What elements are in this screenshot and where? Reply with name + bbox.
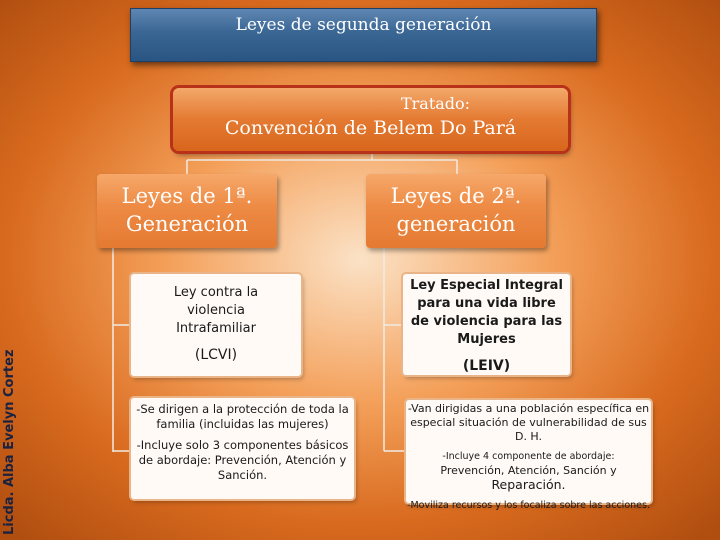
leiv-reparacion-text: Reparación. — [491, 477, 566, 492]
leiv-description-components-list — [406, 464, 651, 493]
second-generation-heading-line2: generación — [396, 212, 516, 236]
second-generation-heading-line1: Leyes de 2ª. — [390, 184, 522, 208]
tratado-name: Convención de Belem Do Pará — [224, 117, 517, 139]
leiv-description-target: -Van dirigidas a una población específica en especial situación de vulnerabilidad de sus D. H. — [407, 402, 650, 443]
lcvi-description-node — [131, 398, 354, 499]
leiv-law-line: de violencia para las — [410, 314, 563, 329]
author-credit: Licda. Alba Evelyn Cortez — [2, 349, 17, 535]
first-generation-node — [97, 174, 277, 248]
lcvi-law-line: Intrafamiliar — [176, 321, 256, 336]
lcvi-acronym: (LCVI) — [194, 347, 238, 363]
page-title: Leyes de segunda generación — [130, 8, 597, 62]
lcvi-law-line: Ley contra la — [173, 285, 259, 300]
first-generation-heading-line1: Leyes de 1ª. — [121, 184, 253, 208]
lcvi-law-line: violencia — [187, 303, 245, 318]
leiv-acronym: (LEIV) — [462, 358, 511, 374]
leiv-law-line: Mujeres — [457, 332, 516, 347]
first-generation-heading-line2: Generación — [125, 212, 249, 236]
lcvi-description-components: -Incluye solo 3 componentes básicos de abordaje: Prevención, Atención y Sanción. — [136, 438, 349, 482]
leiv-description-components: -Incluye 4 componente de abordaje: — [442, 451, 615, 462]
tratado-label: Tratado: — [400, 94, 471, 113]
lcvi-law-node — [131, 274, 301, 376]
leiv-description-resources: -Moviliza recursos y los focaliza sobre las acciones. — [407, 500, 650, 511]
tratado-node — [173, 88, 568, 151]
leiv-law-line: para una vida libre — [417, 296, 556, 311]
lcvi-description-target: -Se dirigen a la protección de toda la familia (incluidas las mujeres) — [136, 402, 349, 431]
leiv-law-line: Ley Especial Integral — [410, 278, 563, 293]
leiv-description-node — [406, 400, 651, 511]
second-generation-node — [366, 174, 546, 248]
leiv-law-node — [403, 274, 570, 375]
leiv-components-text: Prevención, Atención, Sanción y — [440, 464, 617, 477]
